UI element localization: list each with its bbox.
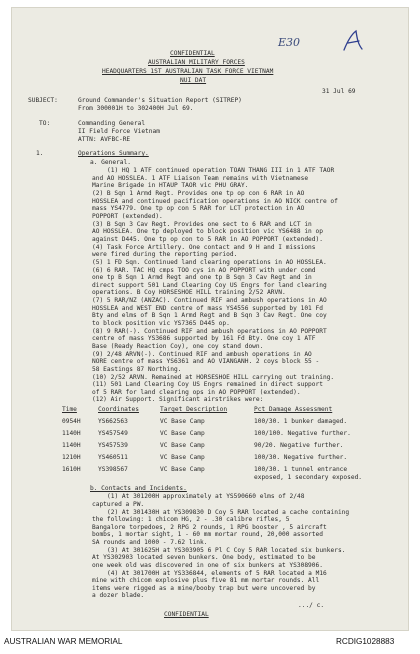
handwritten-file-number: E30 [278, 36, 301, 49]
body-line: centre of mass YS3686 supported by 161 Fd Bty. One coy 1 ATF [92, 335, 316, 342]
contact-line: SA rounds and 1000 - 7.62 link. [92, 538, 208, 546]
table-cell: 100/30. Negative further. [254, 454, 348, 461]
table-cell: 0954H [62, 418, 81, 425]
body-line: operations. B Coy HORSESHOE HILL training 2/52 ARVN. [92, 289, 286, 296]
table-cell: 100/30. 1 bunker damaged. [254, 418, 348, 425]
body-line: 58 Eastings 87 Northing. [92, 365, 182, 373]
contact-line: (3) At 301625H at YS303905 6 Pl C Coy 5 RAR located six bunkers. [107, 546, 346, 554]
body-line: NORE centre of mass YS6361 and AO VIANGANH. 2 coys block 55 - [92, 358, 320, 365]
to-line-1: Commanding General [78, 120, 146, 127]
body-line: (7) 5 RAR/NZ (ANZAC). Continued RIF and ambush operations in AO [92, 297, 327, 304]
subsection-b-title: b. Contacts and Incidents. [90, 485, 187, 492]
table-cell: 1140H [62, 430, 81, 437]
table-cell: 100/100. Negative further. [254, 430, 351, 437]
table-cell: VC Base Camp [160, 454, 205, 461]
body-line: (6) 6 RAR. TAC HQ cmps TOO cys in AO POPPORT with under comd [92, 266, 316, 274]
handwritten-initial-mark [340, 28, 366, 54]
body-line: POPPORT (extended). [92, 212, 163, 220]
document-page [12, 8, 408, 630]
to-label: TO: [39, 120, 51, 127]
archive-name: AUSTRALIAN WAR MEMORIAL [4, 637, 123, 646]
body-line: (2) B Sqn 1 Armd Regt. Provides one tp op con 6 RAR in AO [92, 190, 305, 197]
subsection-a-title: a. General. [90, 159, 131, 166]
body-line: of 5 RAR for land clearing ops in AO POPPORT (extended). [92, 388, 301, 396]
table-cell: YS457549 [98, 430, 128, 437]
table-cell: exposed, 1 secondary exposed. [254, 474, 363, 481]
archive-reference: RCDIG1028883 [336, 637, 395, 646]
table-cell: VC Base Camp [160, 418, 205, 425]
table-cell: YS457539 [98, 442, 128, 449]
subject-line-2: From 300001H to 302400H Jul 69. [78, 105, 194, 112]
body-line: were fired during the reporting period. [92, 251, 238, 258]
body-line: (1) HQ 1 ATF continued operation TOAN THANG III in 1 ATF TAOR [107, 167, 335, 174]
table-cell: YS460511 [98, 454, 128, 461]
contact-line: the following: 1 chicom HG, 2 - .30 calibre rifles, 5 [92, 516, 290, 523]
contact-line: one week old was discovered in one of six bunkers at YS308906. [92, 561, 323, 569]
body-line: (9) 2/48 ARVN(-). Continued RIF and ambush operations in AO [92, 350, 312, 358]
contact-line: bombs, 1 mortar sight, 1 - 60 mm mortar round, 20,000 assorted [92, 531, 323, 538]
contact-line: captured a PW. [92, 500, 145, 508]
table-header-time: Time [62, 406, 77, 413]
body-line: HOSSLEA and continued pacification operations in AO NICK centre of [92, 197, 338, 205]
body-line: AO HOSSLEA. One tp deployed to block position vic YS6488 in op [92, 228, 323, 235]
table-cell: YS398567 [98, 466, 128, 473]
table-header-coordinates: Coordinates [98, 406, 139, 413]
body-line: Base (Ready Reaction Coy), one coy stand down. [92, 342, 264, 350]
body-line: (5) 1 FD Sqn. Continued land clearing operations in AO HOSSLEA. [92, 259, 327, 266]
classification-top: CONFIDENTIAL [170, 50, 215, 57]
section-title: Operations Summary. [78, 150, 149, 157]
table-cell: 1140H [62, 442, 81, 449]
body-line: direct support 501 Land Clearing Coy US Engrs for land clearing [92, 281, 327, 289]
org-line-2: HEADQUARTERS 1ST AUSTRALIAN TASK FORCE VIETNAM [102, 68, 274, 75]
body-line: one tp B Sqn 1 Armd Regt and one tp B Sqn 3 Cav Regt and in [92, 274, 312, 281]
contact-line: At YS302903 located seven bunkers. One body, estimated to be [92, 554, 316, 561]
body-line: to block position vic YS7365 D445 op. [92, 319, 230, 327]
body-line: mass YS4779. One tp op con 5 RAR for LCT protection in AO [92, 205, 305, 212]
contact-line: mine with chicom explosive plus five 81 mm mortar rounds. All [92, 577, 320, 584]
body-line: and AO HOSSLEA. 1 ATF Liaison Team remains with Vietnamese [92, 174, 309, 182]
to-line-2: II Field Force Vietnam [78, 128, 160, 135]
body-line: (10) 2/52 ARVN. Remained at HORSESHOE HILL carrying out training. [92, 373, 335, 381]
archive-footer [0, 633, 420, 654]
body-line: Marine Brigade in HTAUP TAOR vic PHU GRAY. [92, 182, 249, 189]
table-cell: 100/30. 1 tunnel entrance [254, 466, 348, 473]
contact-line: (4) At 301700H at YS336844, elements of 5 RAR located a M16 [107, 569, 327, 577]
body-line: (11) 501 Land Clearing Coy US Engrs remained in direct support [92, 381, 323, 388]
org-line-1: AUSTRALIAN MILITARY FORCES [148, 59, 245, 66]
subject-label: SUBJECT: [28, 97, 58, 104]
table-cell: VC Base Camp [160, 442, 205, 449]
contact-line: a dozer blade. [92, 592, 145, 599]
body-line: (8) 9 RAR(-). Continued RIF and ambush operations in AO POPPORT [92, 327, 327, 335]
body-line: against D445. One tp op con to 5 RAR in AO POPPORT (extended). [92, 235, 323, 243]
contact-line: Bangalore torpedoes, 2 RPG 2 rounds, 1 RPG booster , 5 aircraft [92, 523, 327, 531]
body-line: (3) B Sqn 3 Cav Regt. Provides one sect to 6 RAR and LCT in [92, 220, 312, 228]
body-line: Bty and elms of B Sqn 1 Armd Regt and B Sqn 3 Cav Regt. One coy [92, 312, 327, 319]
contact-line: items were rigged as a mine/booby trap but were uncovered by [92, 584, 316, 592]
to-line-3: ATTN: AVFBC-RE [78, 136, 131, 143]
table-cell: 90/20. Negative further. [254, 442, 344, 449]
body-line: (12) Air Support. Significant airstrikes were: [92, 396, 264, 403]
section-number: 1. [36, 150, 44, 157]
table-header-target: Target Description [160, 406, 228, 413]
contact-line: (1) At 301200H approximately at YS590660 elms of 2/48 [107, 493, 305, 500]
contact-line: (2) At 301430H at YS309830 D Coy 5 RAR located a cache containing [107, 508, 350, 516]
table-cell: VC Base Camp [160, 430, 205, 437]
body-line: (4) Task Force Artillery. One contact and 9 H and I missions [92, 243, 316, 251]
document-date: 31 Jul 69 [322, 88, 356, 95]
page-continued-marker: .../ c. [298, 602, 325, 609]
table-cell: 1210H [62, 454, 81, 461]
classification-bottom: CONFIDENTIAL [164, 611, 209, 618]
table-header-damage: Pct Damage Assessment [254, 406, 333, 413]
subject-line-1: Ground Commander's Situation Report (SITREP) [78, 97, 242, 104]
body-line: HOSSLEA and WEST END centre of mass YS4556 supported by 101 Fd [92, 304, 323, 312]
location: NUI DAT [180, 77, 207, 84]
table-cell: 1610H [62, 466, 81, 473]
table-cell: VC Base Camp [160, 466, 205, 473]
table-cell: YS662563 [98, 418, 128, 425]
